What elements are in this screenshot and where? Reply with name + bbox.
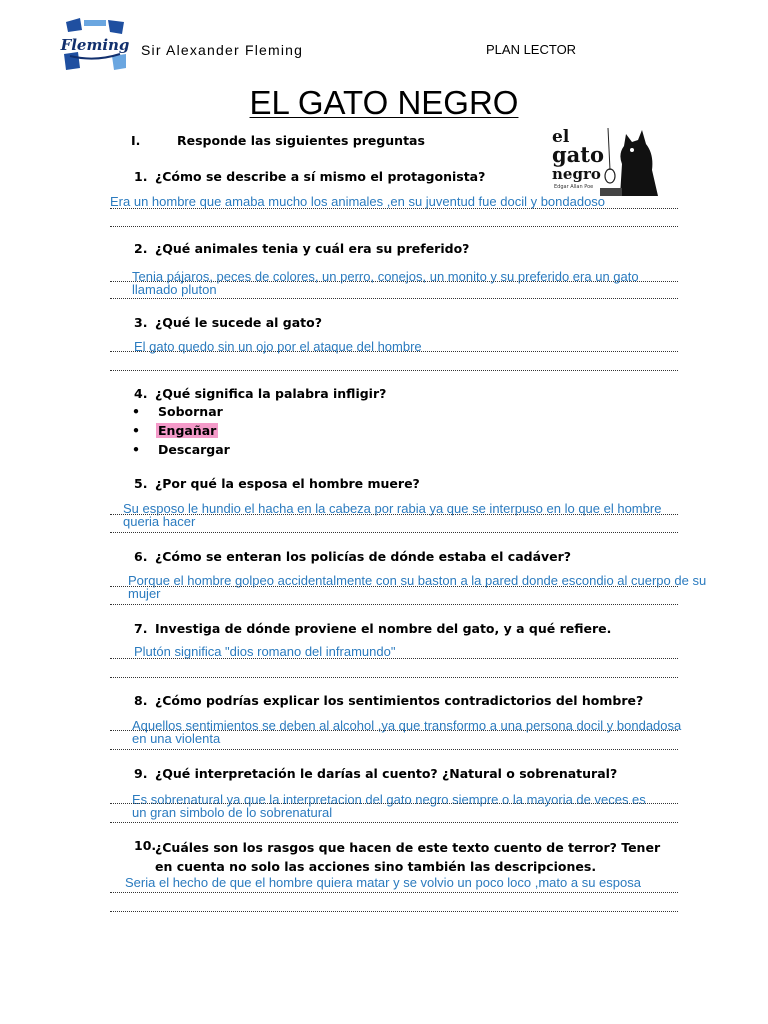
- option-sobornar[interactable]: • Sobornar: [132, 404, 223, 419]
- section-heading: [131, 133, 425, 148]
- school-logo: [60, 16, 130, 72]
- question-text: ¿Qué interpretación le darías al cuento? ¿Natural o sobrenatural?: [155, 766, 618, 781]
- answer-line: [110, 208, 678, 209]
- question-text: ¿Cómo podrías explicar los sentimientos contradictorios del hombre?: [155, 693, 644, 708]
- answer-line: [110, 532, 678, 533]
- answer-8[interactable]: Aquellos sentimientos se deben al alcohol ,ya que transformo a una persona docil y bondadosa en una violenta: [132, 718, 682, 746]
- question-4: 4. ¿Qué significa la palabra infligir?: [134, 386, 387, 401]
- question-9: 9. ¿Qué interpretación le darías al cuento? ¿Natural o sobrenatural?: [134, 766, 618, 781]
- answer-line: [110, 911, 678, 912]
- option-descargar[interactable]: • Descargar: [132, 442, 230, 457]
- question-text: ¿Qué le sucede al gato?: [155, 315, 322, 330]
- answer-line: [110, 351, 678, 352]
- answer-line: [110, 298, 678, 299]
- answer-line: [110, 803, 678, 804]
- answer-1[interactable]: Era un hombre que amaba mucho los animales ,en su juventud fue docil y bondadoso: [110, 194, 606, 209]
- answer-line: [110, 586, 678, 587]
- answer-9[interactable]: Es sobrenatural ya que la interpretacion del gato negro siempre o la mayoria de veces es un gran simbolo de lo sobrenatural: [132, 792, 646, 820]
- answer-3[interactable]: El gato quedo sin un ojo por el ataque del hombre: [134, 339, 422, 354]
- answer-line: [110, 822, 678, 823]
- question-text: ¿Por qué la esposa el hombre muere?: [155, 476, 420, 491]
- question-text: ¿Qué animales tenia y cuál era su preferido?: [155, 241, 470, 256]
- question-10: 10.¿Cuáles son los rasgos que hacen de este texto cuento de terror? Tener en cuenta no solo las acciones sino también las descripciones.: [134, 838, 675, 876]
- logo-text: Fleming: [60, 36, 130, 54]
- option-enganar-selected[interactable]: • Engañar: [132, 423, 217, 438]
- answer-2[interactable]: Tenia pájaros, peces de colores, un perro, conejos, un monito y su preferido era un gato llamado pluton: [132, 269, 639, 297]
- section-number: I.: [131, 133, 141, 148]
- answer-line: [110, 226, 678, 227]
- options-list: [132, 404, 232, 461]
- answer-7[interactable]: Plutón significa "dios romano del inframundo": [134, 644, 396, 659]
- school-name: Sir Alexander Fleming: [141, 42, 304, 58]
- page-title: EL GATO NEGRO: [249, 84, 519, 121]
- answer-5[interactable]: Su esposo le hundio el hacha en la cabeza por rabia ya que se interpuso en lo que el hombre queria hacer: [123, 501, 662, 529]
- question-7: 7. Investiga de dónde proviene el nombre del gato, y a qué refiere.: [134, 621, 612, 636]
- question-text: ¿Cómo se describe a sí mismo el protagonista?: [155, 169, 486, 184]
- question-3: 3. ¿Qué le sucede al gato?: [134, 315, 322, 330]
- question-text: ¿Cómo se enteran los policías de dónde estaba el cadáver?: [155, 549, 572, 564]
- question-1: 1. ¿Cómo se describe a sí mismo el protagonista?: [134, 169, 486, 184]
- answer-line: [110, 514, 678, 515]
- answer-line: [110, 749, 678, 750]
- cover-title-2: gato: [552, 142, 604, 167]
- answer-6[interactable]: Porque el hombre golpeo accidentalmente con su baston a la pared donde escondio al cuerpo de su mujer: [128, 573, 707, 601]
- question-text: ¿Qué significa la palabra infligir?: [155, 386, 387, 401]
- answer-line: [110, 730, 678, 731]
- cover-title-1: el: [552, 127, 570, 147]
- question-5: 5. ¿Por qué la esposa el hombre muere?: [134, 476, 420, 491]
- answer-line: [110, 370, 678, 371]
- answer-line: [110, 658, 678, 659]
- answer-line: [110, 892, 678, 893]
- plan-lector-label: PLAN LECTOR: [486, 42, 577, 57]
- answer-line: [110, 677, 678, 678]
- question-text: Investiga de dónde proviene el nombre del gato, y a qué refiere.: [155, 621, 612, 636]
- answer-10[interactable]: Seria el hecho de que el hombre quiera matar y se volvio un poco loco ,mato a su esposa: [125, 875, 641, 890]
- question-6: 6. ¿Cómo se enteran los policías de dónde estaba el cadáver?: [134, 549, 572, 564]
- question-8: 8. ¿Cómo podrías explicar los sentimientos contradictorios del hombre?: [134, 693, 644, 708]
- answer-line: [110, 604, 678, 605]
- book-cover-image: [548, 124, 668, 196]
- cover-subtitle: Edgar Allan Poe: [554, 184, 594, 190]
- section-label: Responde las siguientes preguntas: [177, 133, 425, 148]
- question-2: 2. ¿Qué animales tenia y cuál era su preferido?: [134, 241, 470, 256]
- question-text: ¿Cuáles son los rasgos que hacen de este texto cuento de terror? Tener en cuenta no solo las acciones sino también las descripciones.: [155, 840, 661, 874]
- cover-title-3: negro: [552, 165, 601, 183]
- answer-line: [110, 281, 678, 282]
